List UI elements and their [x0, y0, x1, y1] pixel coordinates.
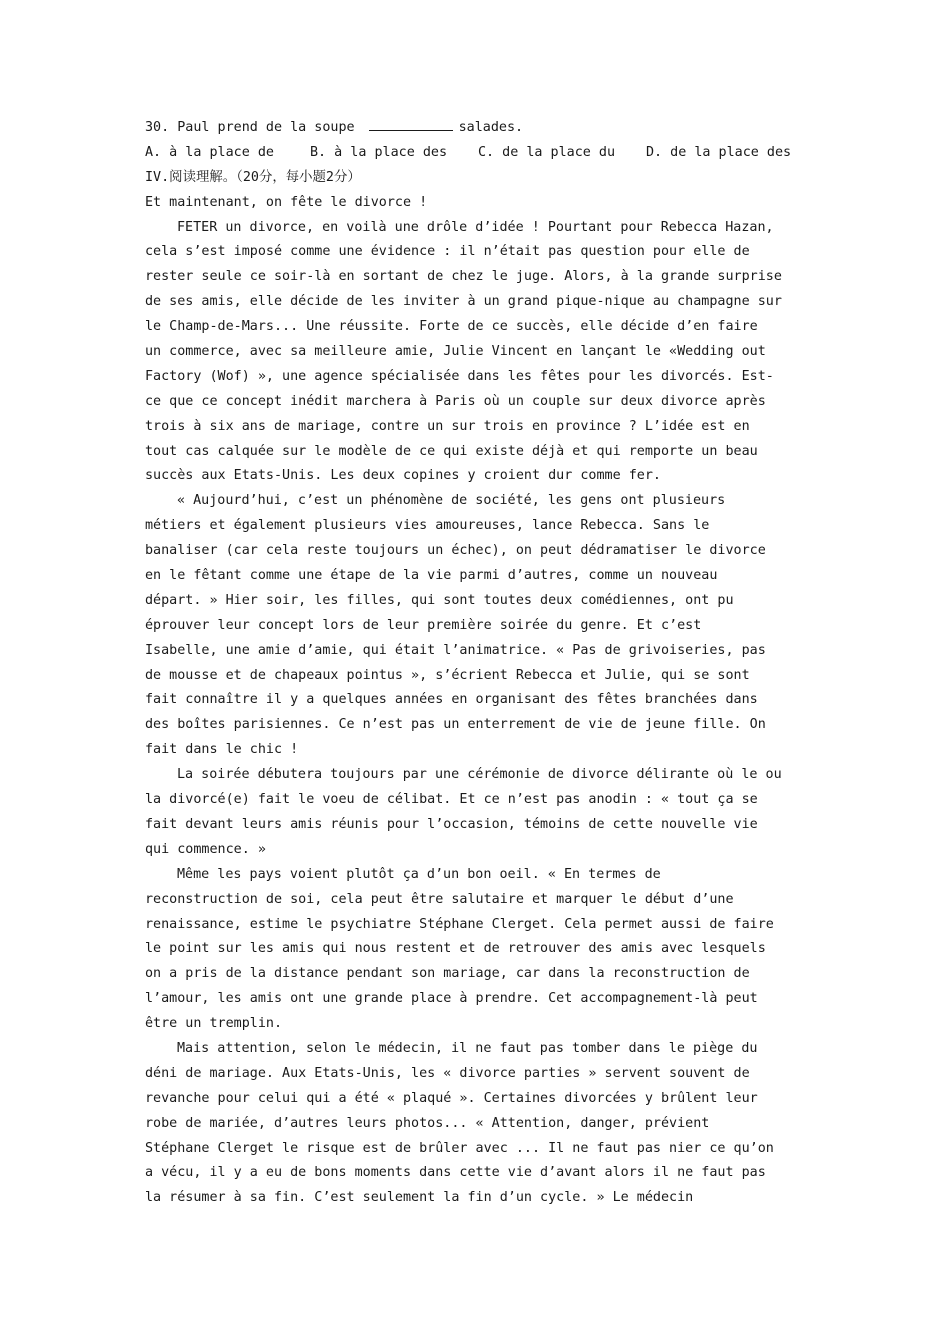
option-a: A. à la place de [145, 144, 274, 160]
text-line: de ses amis, elle décide de les inviter à un grand pique-nique au champagne sur [145, 294, 782, 310]
text-line: fait devant leurs amis réunis pour l’occasion, témoins de cette nouvelle vie [145, 816, 758, 832]
text-line: Même les pays voient plutôt ça d’un bon oeil. « En termes de [177, 866, 661, 882]
text-line: trois à six ans de mariage, contre un sur trois en province ? L’idée est en [145, 418, 750, 434]
text-line: revanche pour celui qui a été « plaqué ». Certaines divorcées y brûlent leur [145, 1090, 758, 1106]
text-line: robe de mariée, d’autres leurs photos... « Attention, danger, prévient [145, 1115, 710, 1131]
text-line: « Aujourd’hui, c’est un phénomène de société, les gens ont plusieurs [177, 493, 726, 509]
text-line: on a pris de la distance pendant son mariage, car dans la reconstruction de [145, 966, 750, 982]
document-page [145, 116, 810, 1211]
text-line: des boîtes parisiennes. Ce n’est pas un enterrement de vie de jeune fille. On [145, 717, 766, 733]
text-line: FETER un divorce, en voilà une drôle d’idée ! Pourtant pour Rebecca Hazan, [177, 219, 774, 235]
option-c: C. de la place du [478, 144, 616, 160]
text-line: l’amour, les amis ont une grande place à prendre. Cet accompagnement-là peut [145, 991, 758, 1007]
text-line: être un tremplin. [145, 1016, 283, 1032]
text-line: la résumer à sa fin. C’est seulement la fin d’un cycle. » Le médecin [145, 1190, 694, 1206]
option-d: D. de la place des [646, 144, 792, 160]
text-line: reconstruction de soi, cela peut être salutaire et marquer le début d’une [145, 891, 734, 907]
text-line: de mousse et de chapeaux pointus », s’écrient Rebecca et Julie, qui se sont [145, 667, 750, 683]
text-line: a vécu, il y a eu de bons moments dans cette vie d’avant alors il ne faut pas [145, 1165, 766, 1181]
text-line: départ. » Hier soir, les filles, qui sont toutes deux comédiennes, ont pu [145, 592, 734, 608]
text-line: Stéphane Clerget le risque est de brûler avec ... Il ne faut pas nier ce qu’on [145, 1140, 774, 1156]
text-line: rester seule ce soir-là en sortant de chez le juge. Alors, à la grande surprise [145, 269, 782, 285]
text-line: Mais attention, selon le médecin, il ne faut pas tomber dans le piège du [177, 1040, 758, 1056]
text-line: cela s’est imposé comme une évidence : il n’était pas question pour elle de [145, 244, 750, 260]
text-line: en le fêtant comme une étape de la vie parmi d’autres, comme un nouveau [145, 568, 718, 584]
text-line: ce que ce concept inédit marchera à Paris où un couple sur deux divorce après [145, 393, 766, 409]
text-line: Factory (Wof) », une agence spécialisée dans les fêtes pour les divorcés. Est- [145, 368, 774, 384]
answer-blank[interactable] [369, 116, 453, 131]
text-line: fait dans le chic ! [145, 742, 299, 758]
text-line: éprouver leur concept lors de leur première soirée du genre. Et c’est [145, 617, 702, 633]
article-body [145, 216, 810, 1212]
section-heading: IV.阅读理解。（20分，每小题2分） [145, 169, 361, 185]
text-line: déni de mariage. Aux Etats-Unis, les « divorce parties » servent souvent de [145, 1065, 750, 1081]
text-line: tout cas calquée sur le modèle de ce qui existe déjà et qui remporte un beau [145, 443, 758, 459]
text-line: métiers et également plusieurs vies amoureuses, lance Rebecca. Sans le [145, 518, 710, 534]
question-stem: 30. Paul prend de la soupe [145, 120, 355, 135]
text-line: renaissance, estime le psychiatre Stéphane Clerget. Cela permet aussi de faire [145, 916, 774, 932]
text-line: succès aux Etats-Unis. Les deux copines y croient dur comme fer. [145, 468, 661, 484]
option-b: B. à la place des [310, 144, 448, 160]
text-line: fait connaître il y a quelques années en organisant des fêtes branchées dans [145, 692, 758, 708]
text-line: qui commence. » [145, 841, 266, 857]
answer-options [145, 141, 810, 166]
question-stem-end: salades. [458, 120, 524, 135]
article-title: Et maintenant, on fête le divorce ! [145, 194, 428, 210]
text-line: le Champ-de-Mars... Une réussite. Forte de ce succès, elle décide d’en faire [145, 319, 758, 335]
text-line: le point sur les amis qui nous restent et de retrouver des amis avec lesquels [145, 941, 766, 957]
text-line: banaliser (car cela reste toujours un échec), on peut dédramatiser le divorce [145, 543, 766, 559]
text-line: la divorcé(e) fait le voeu de célibat. Et ce n’est pas anodin : « tout ça se [145, 792, 758, 808]
text-line: La soirée débutera toujours par une cérémonie de divorce délirante où le ou [177, 767, 782, 783]
text-line: un commerce, avec sa meilleure amie, Julie Vincent en lançant le «Wedding out [145, 344, 766, 360]
text-line: Isabelle, une amie d’amie, qui était l’animatrice. « Pas de grivoiseries, pas [145, 642, 766, 658]
question-30 [145, 116, 810, 141]
